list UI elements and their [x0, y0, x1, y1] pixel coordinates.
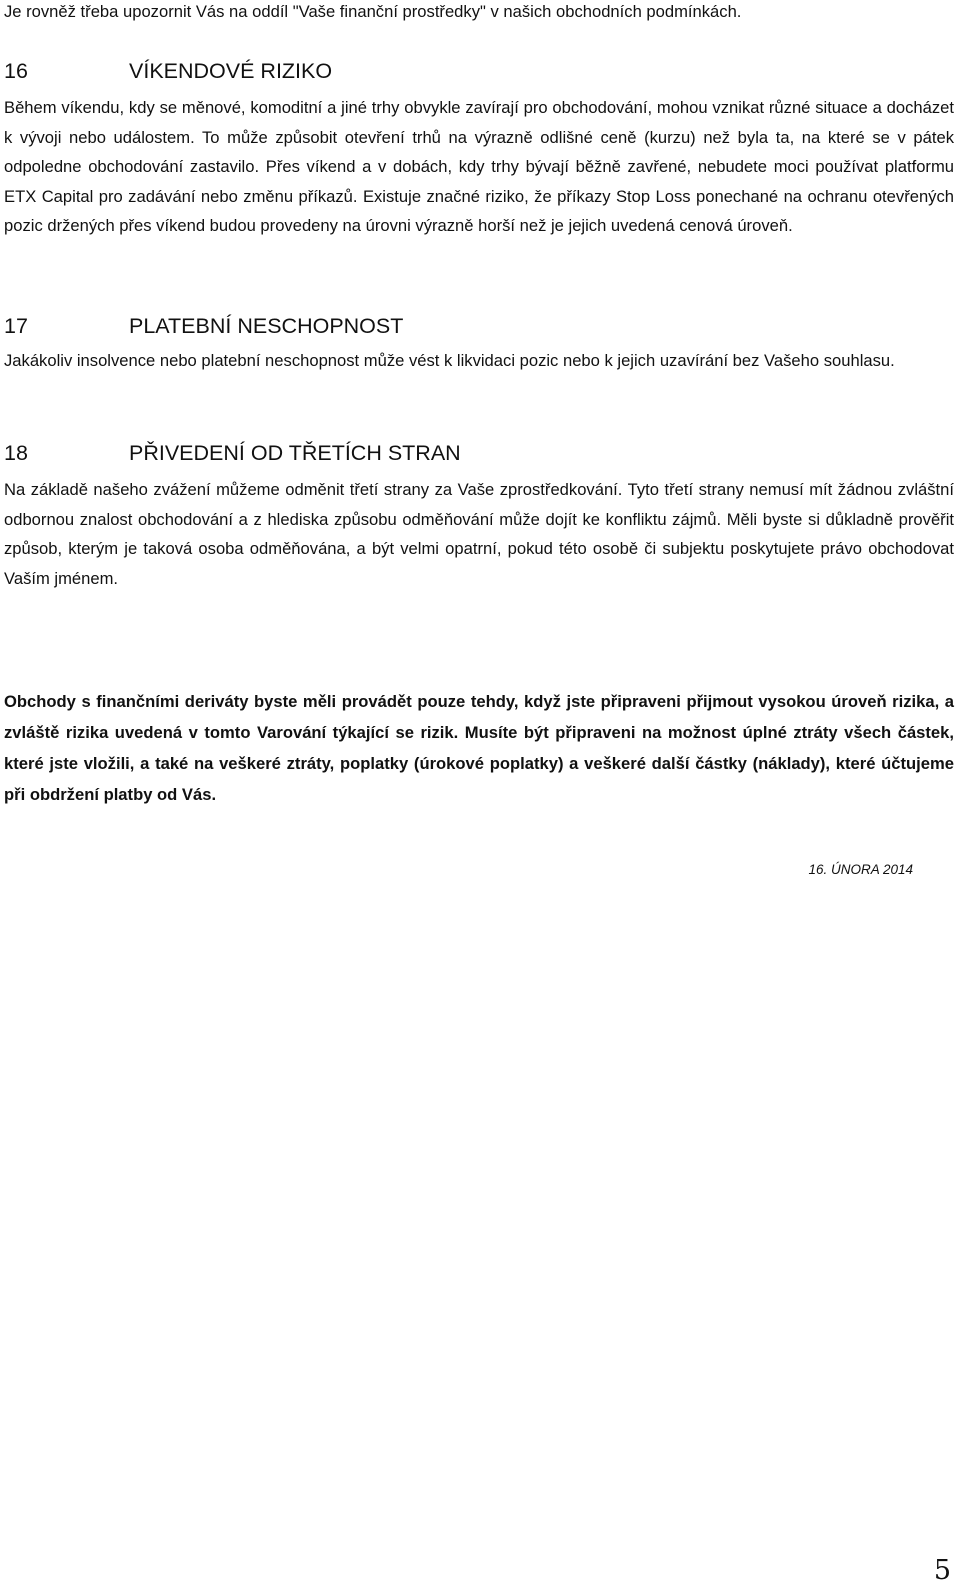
section-body-18: Na základě našeho zvážení můžeme odměnit třetí strany za Vaše zprostředkování. Tyto třetí strany nemusí mít žádnou zvláštní odbornou znalost obchodování a z hlediska způsobu odměňování může dojít ke konfliktu zájmů. Měli byste si důkladně prověřit způsob, kterým je taková osoba odměňována, a být velmi opatrní, pokud této osobě či subjektu poskytujete právo obchodovat Vaším jménem.: [4, 480, 954, 588]
section-number: 18: [4, 441, 28, 465]
section-title: PŘIVEDENÍ OD TŘETÍCH STRAN: [129, 441, 461, 465]
intro-line: Je rovněž třeba upozornit Vás na oddíl "Vaše finanční prostředky" v našich obchodních podmínkách.: [4, 2, 742, 21]
page-number: 5: [933, 1555, 951, 1586]
section-number: 17: [4, 314, 28, 338]
risk-warning-paragraph: Obchody s finančními deriváty byste měli provádět pouze tehdy, když jste připraveni přijmout vysokou úroveň rizika, a zvláště rizika uvedená v tomto Varování týkající se rizik. Musíte být připraveni na možnost úplné ztráty všech částek, které jste vložili, a také na veškeré ztráty, poplatky (úrokové poplatky) a veškeré další částky (náklady), které účtujeme při obdržení platby od Vás.: [4, 692, 954, 804]
document-date: 16. ÚNORA 2014: [808, 862, 913, 877]
section-title: VÍKENDOVÉ RIZIKO: [129, 59, 333, 83]
section-body-17: Jakákoliv insolvence nebo platební neschopnost může vést k likvidaci pozic nebo k jejich uzavírání bez Vašeho souhlasu.: [4, 351, 895, 370]
section-heading-18: [4, 438, 954, 468]
section-heading-16: [4, 56, 954, 86]
section-body-16: Během víkendu, kdy se měnové, komoditní a jiné trhy obvykle zavírají pro obchodování, mohou vznikat různé situace a docházet k vývoji nebo událostem. To může způsobit otevření trhů na výrazně odlišné ceně (kurzu) než byla ta, na které se v pátek odpoledne obchodování zastavilo. Přes víkend a v dobách, kdy trhy bývají běžně zavřené, nebudete moci používat platformu ETX Capital pro zadávání nebo změnu příkazů. Existuje značné riziko, že příkazy Stop Loss ponechané na ochranu otevřených pozic držených přes víkend budou provedeny na úrovni výrazně horší než je jejich uvedená cenová úroveň.: [4, 98, 954, 235]
section-heading-17: [4, 311, 954, 341]
section-number: 16: [4, 59, 28, 83]
section-title: PLATEBNÍ NESCHOPNOST: [129, 314, 404, 338]
